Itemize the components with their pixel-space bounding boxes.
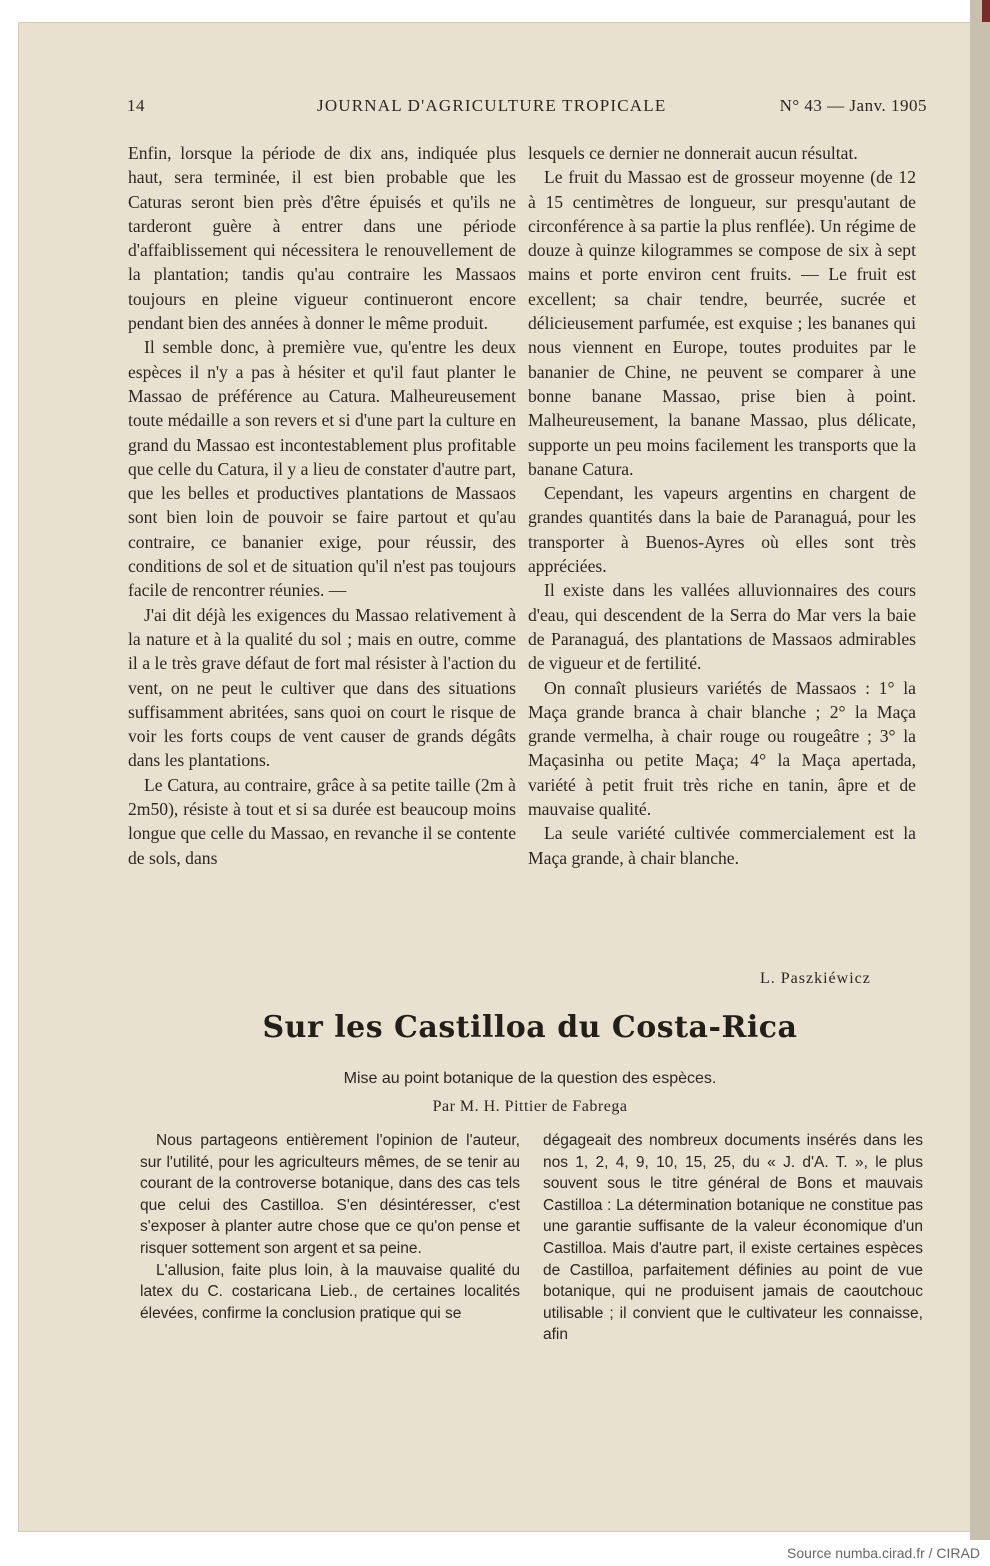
paragraph: Le fruit du Massao est de grosseur moyenne (de 12 à 15 centimètres de longueur, sur presqu'autant de circonférence à sa partie la plus renflée). Un régime de douze à quinze kilogrammes se compose de six à sept mains et porte environ cent fruits. — Le fruit est excellent; sa chair tendre, beurrée, sucrée et délicieusement parfumée, est exquise ; les bananes qui nous viennent en Europe, toutes produites par le bananier de Chine, ne peuvent se comparer à une bonne banane Massao, prise bien à point. Malheureusement, la banane Massao, plus délicate, supporte un peu moins facilement les transports que la banane Catura. [528, 167, 916, 479]
paragraph: Il existe dans les vallées alluvionnaires des cours d'eau, qui descendent de la Serra do Mar vers la baie de Paranaguá, des plantations de Massaos admirables de vigueur et de fertilité. [528, 580, 916, 674]
article2-column-left [140, 1130, 520, 1324]
paragraph: Enfin, lorsque la période de dix ans, indiquée plus haut, sera terminée, il est bien probable que les Caturas seront bien près d'être épuisés et qu'ils ne tarderont guère à entrer dans une période d'affaiblissement qui nécessitera le renouvellement de la plantation; tandis qu'au contraire les Massaos toujours en pleine vigueur continueront encore pendant bien des années à donner le même produit. [128, 143, 516, 334]
running-header [127, 96, 927, 122]
page-edge [970, 0, 990, 1540]
paragraph: J'ai dit déjà les exigences du Massao relativement à la nature et à la qualité du sol ; mais en outre, comme il a le très grave défaut de fort mal résister à l'action du vent, on ne peut le cultiver que dans des situations suffisamment abritées, sans quoi on court le risque de voir les forts coups de vent causer de grands dégâts dans les plantations. [128, 604, 516, 771]
source-credit: Source numba.cirad.fr / CIRAD [787, 1545, 980, 1561]
article1-column-right [528, 141, 916, 870]
paragraph: La seule variété cultivée commercialement est la Maça grande, à chair blanche. [528, 823, 916, 868]
article1-column-left [128, 141, 516, 870]
issue-number: N° 43 — Janv. 1905 [779, 96, 927, 115]
paragraph: dégageait des nombreux documents insérés dans les nos 1, 2, 4, 9, 10, 15, 25, du « J. d'A. T. », le plus souvent sous le titre général de Bons et mauvais Castilloa : La détermination botanique ne constitue pas une garantie suffisante de la valeur économique d'un Castilloa. Mais d'autre part, il existe certaines espèces de Castilloa, parfaitement définies au point de vue botanique, qui ne produisent jamais de caoutchouc utilisable ; il convient que le cultivateur les connaisse, afin [543, 1132, 923, 1344]
page-number: 14 [127, 96, 145, 115]
paragraph: Cependant, les vapeurs argentins en chargent de grandes quantités dans la baie de Paranaguá, pour les transporter à Buenos-Ayres où elles sont très appréciées. [528, 483, 916, 577]
article-byline: Par M. H. Pittier de Fabrega [432, 1098, 628, 1115]
paragraph: Le Catura, au contraire, grâce à sa petite taille (2m à 2m50), résiste à tout et si sa durée est beaucoup moins longue que celle du Massao, en revanche il se contente de sols, dans [128, 774, 516, 868]
author-signature: L. Paszkiéwicz [760, 970, 871, 987]
journal-title: JOURNAL D'AGRICULTURE TROPICALE [317, 96, 667, 115]
paragraph: On connaît plusieurs variétés de Massaos : 1° la Maça grande branca à chair blanche ; 2° la Maça grande vermelha, à chair rouge ou rougeâtre ; 3° la Maçasinha ou petite Maça; 4° la Maça apertada, variété à petit fruit très riche en tanin, âpre et de mauvaise qualité. [528, 677, 916, 820]
article2-column-right [543, 1130, 923, 1346]
paragraph: L'allusion, faite plus loin, à la mauvaise qualité du latex du C. costaricana Lieb., de certaines localités élevées, confirme la conclusion pratique qui se [140, 1261, 520, 1322]
article-title: Sur les Castilloa du Costa-Rica [262, 1010, 798, 1045]
paragraph: Nous partageons entièrement l'opinion de l'auteur, sur l'utilité, pour les agriculteurs mêmes, de se tenir au courant de la controverse botanique, dans des cas tels que celui des Castilloa. S'en désintéresser, c'est s'exposer à planter autre chose que ce qu'on pense et risquer sottement son argent et sa peine. [140, 1132, 520, 1257]
paragraph: lesquels ce dernier ne donnerait aucun résultat. [528, 143, 858, 163]
paragraph: Il semble donc, à première vue, qu'entre les deux espèces il n'y a pas à hésiter et qu'il faut planter le Massao de préférence au Catura. Malheureusement toute médaille a son revers et si d'une part la culture en grand du Massao est incontestablement plus profitable que celle du Catura, il y a lieu de constater d'autre part, que les belles et productives plantations de Massaos sont bien loin de pouvoir se faire partout et qu'au contraire, ce bananier exige, pour réussir, des conditions de sol et de situation qu'il n'est pas toujours facile de rencontrer réunies. — [128, 337, 516, 601]
article-subtitle: Mise au point botanique de la question des espèces. [343, 1070, 717, 1087]
binding-mark [982, 0, 990, 22]
